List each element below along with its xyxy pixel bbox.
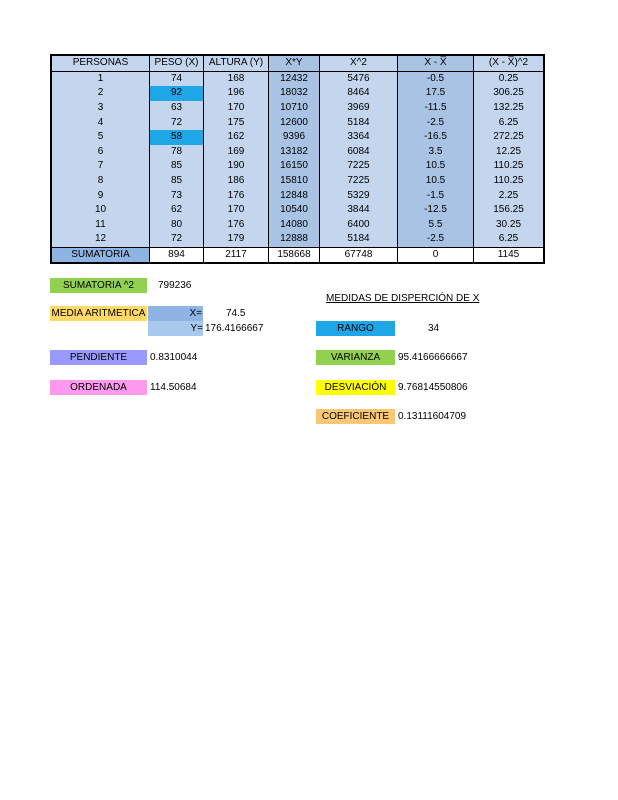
table-row bbox=[51, 86, 544, 101]
sumatoria-sq-label[interactable]: SUMATORIA ^2 bbox=[50, 278, 147, 293]
cell-x2[interactable]: 3969 bbox=[320, 101, 398, 116]
cell-x-minus-mean[interactable]: -12.5 bbox=[398, 203, 474, 218]
cell-x-minus-mean-sq[interactable]: 110.25 bbox=[474, 174, 545, 189]
cell-personas[interactable]: 5 bbox=[51, 130, 150, 145]
cell-peso[interactable]: 72 bbox=[150, 232, 204, 247]
cell-personas[interactable]: 6 bbox=[51, 145, 150, 160]
cell-peso[interactable]: 62 bbox=[150, 203, 204, 218]
col-header-x2[interactable]: X^2 bbox=[320, 55, 398, 71]
sum-x-minus-mean-sq[interactable]: 1145 bbox=[474, 247, 545, 263]
cell-x2[interactable]: 5184 bbox=[320, 232, 398, 247]
cell-x-minus-mean[interactable]: 17.5 bbox=[398, 86, 474, 101]
cell-x-minus-mean[interactable]: -16.5 bbox=[398, 130, 474, 145]
cell-altura[interactable]: 176 bbox=[204, 188, 269, 203]
pendiente-label[interactable]: PENDIENTE bbox=[50, 350, 147, 365]
cell-peso[interactable]: 85 bbox=[150, 159, 204, 174]
col-header-x-minus-mean-sq[interactable]: (X - X̅)^2 bbox=[474, 55, 545, 71]
cell-peso[interactable]: 73 bbox=[150, 188, 204, 203]
cell-x2[interactable]: 7225 bbox=[320, 174, 398, 189]
cell-x-minus-mean[interactable]: -2.5 bbox=[398, 232, 474, 247]
cell-altura[interactable]: 170 bbox=[204, 203, 269, 218]
cell-xy[interactable]: 12432 bbox=[269, 71, 320, 86]
table-row bbox=[51, 101, 544, 116]
sumatoria-sq-value[interactable]: 799236 bbox=[158, 280, 192, 291]
cell-personas[interactable]: 7 bbox=[51, 159, 150, 174]
table-row bbox=[51, 218, 544, 233]
cell-personas[interactable]: 4 bbox=[51, 115, 150, 130]
cell-x2[interactable]: 3364 bbox=[320, 130, 398, 145]
cell-xy[interactable]: 12600 bbox=[269, 115, 320, 130]
cell-personas[interactable]: 12 bbox=[51, 232, 150, 247]
col-header-xy[interactable]: X*Y bbox=[269, 55, 320, 71]
cell-personas[interactable]: 9 bbox=[51, 188, 150, 203]
cell-xy[interactable]: 10710 bbox=[269, 101, 320, 116]
cell-x2[interactable]: 5476 bbox=[320, 71, 398, 86]
cell-x-minus-mean[interactable]: -0.5 bbox=[398, 71, 474, 86]
cell-altura[interactable]: 176 bbox=[204, 218, 269, 233]
cell-x-minus-mean-sq[interactable]: 0.25 bbox=[474, 71, 545, 86]
cell-x-minus-mean-sq[interactable]: 272.25 bbox=[474, 130, 545, 145]
cell-x2[interactable]: 7225 bbox=[320, 159, 398, 174]
cell-peso[interactable]: 92 bbox=[150, 86, 204, 101]
cell-x-minus-mean-sq[interactable]: 30.25 bbox=[474, 218, 545, 233]
cell-personas[interactable]: 1 bbox=[51, 71, 150, 86]
cell-x-minus-mean[interactable]: 3.5 bbox=[398, 145, 474, 160]
rango-label[interactable]: RANGO bbox=[316, 321, 395, 336]
cell-xy[interactable]: 18032 bbox=[269, 86, 320, 101]
table-row bbox=[51, 203, 544, 218]
cell-peso[interactable]: 74 bbox=[150, 71, 204, 86]
sumatoria-row bbox=[51, 247, 544, 263]
cell-altura[interactable]: 190 bbox=[204, 159, 269, 174]
cell-x-minus-mean[interactable]: 10.5 bbox=[398, 174, 474, 189]
cell-x2[interactable]: 5329 bbox=[320, 188, 398, 203]
col-header-altura[interactable]: ALTURA (Y) bbox=[204, 55, 269, 71]
ordenada-label[interactable]: ORDENADA bbox=[50, 380, 147, 395]
media-x-value[interactable]: 74.5 bbox=[226, 308, 246, 319]
cell-peso[interactable]: 72 bbox=[150, 115, 204, 130]
table-row bbox=[51, 188, 544, 203]
cell-x-minus-mean-sq[interactable]: 306.25 bbox=[474, 86, 545, 101]
cell-altura[interactable]: 169 bbox=[204, 145, 269, 160]
cell-xy[interactable]: 10540 bbox=[269, 203, 320, 218]
cell-x2[interactable]: 5184 bbox=[320, 115, 398, 130]
pendiente-value[interactable]: 0.8310044 bbox=[150, 352, 198, 363]
cell-x-minus-mean-sq[interactable]: 6.25 bbox=[474, 115, 545, 130]
col-header-x-minus-mean[interactable]: X - X̅ bbox=[398, 55, 474, 71]
cell-xy[interactable]: 9396 bbox=[269, 130, 320, 145]
cell-x-minus-mean-sq[interactable]: 156.25 bbox=[474, 203, 545, 218]
cell-peso[interactable]: 85 bbox=[150, 174, 204, 189]
cell-personas[interactable]: 2 bbox=[51, 86, 150, 101]
media-y-label[interactable]: Y= bbox=[148, 321, 203, 336]
cell-altura[interactable]: 186 bbox=[204, 174, 269, 189]
table-row bbox=[51, 232, 544, 247]
sum-peso[interactable]: 894 bbox=[150, 247, 204, 263]
cell-x-minus-mean-sq[interactable]: 110.25 bbox=[474, 159, 545, 174]
sumatoria-label[interactable]: SUMATORIA bbox=[51, 247, 150, 263]
cell-altura[interactable]: 162 bbox=[204, 130, 269, 145]
dispersion-title[interactable]: MEDIDAS DE DISPERCIÓN DE X bbox=[326, 293, 480, 304]
table-row bbox=[51, 174, 544, 189]
cell-xy[interactable]: 12888 bbox=[269, 232, 320, 247]
cell-x2[interactable]: 6084 bbox=[320, 145, 398, 160]
cell-xy[interactable]: 12848 bbox=[269, 188, 320, 203]
cell-xy[interactable]: 14080 bbox=[269, 218, 320, 233]
table-row bbox=[51, 115, 544, 130]
cell-x-minus-mean[interactable]: -1.5 bbox=[398, 188, 474, 203]
cell-altura[interactable]: 175 bbox=[204, 115, 269, 130]
cell-altura[interactable]: 168 bbox=[204, 71, 269, 86]
table-row bbox=[51, 130, 544, 145]
cell-altura[interactable]: 170 bbox=[204, 101, 269, 116]
cell-altura[interactable]: 179 bbox=[204, 232, 269, 247]
cell-x2[interactable]: 6400 bbox=[320, 218, 398, 233]
cell-personas[interactable]: 3 bbox=[51, 101, 150, 116]
cell-x2[interactable]: 3844 bbox=[320, 203, 398, 218]
sum-xy[interactable]: 158668 bbox=[269, 247, 320, 263]
cell-personas[interactable]: 10 bbox=[51, 203, 150, 218]
cell-x-minus-mean-sq[interactable]: 6.25 bbox=[474, 232, 545, 247]
media-aritmetica-label[interactable]: MEDIA ARITMETICA bbox=[51, 308, 146, 319]
rango-value[interactable]: 34 bbox=[428, 323, 440, 334]
table-row bbox=[51, 71, 544, 86]
cell-x-minus-mean-sq[interactable]: 12.25 bbox=[474, 145, 545, 160]
cell-xy[interactable]: 13182 bbox=[269, 145, 320, 160]
desviacion-label[interactable]: DESVIACIÓN bbox=[316, 380, 395, 395]
cell-personas[interactable]: 11 bbox=[51, 218, 150, 233]
header-row bbox=[51, 55, 544, 71]
sum-altura[interactable]: 2117 bbox=[204, 247, 269, 263]
media-x-label[interactable]: X= bbox=[148, 306, 203, 321]
cell-x-minus-mean-sq[interactable]: 132.25 bbox=[474, 101, 545, 116]
cell-xy[interactable]: 15810 bbox=[269, 174, 320, 189]
cell-x-minus-mean-sq[interactable]: 2.25 bbox=[474, 188, 545, 203]
varianza-value[interactable]: 95.4166666667 bbox=[398, 352, 468, 363]
cell-xy[interactable]: 16150 bbox=[269, 159, 320, 174]
cell-x-minus-mean[interactable]: -11.5 bbox=[398, 101, 474, 116]
table-row bbox=[51, 159, 544, 174]
media-y-value[interactable]: 176.4166667 bbox=[205, 323, 264, 334]
cell-personas[interactable]: 8 bbox=[51, 174, 150, 189]
cell-x2[interactable]: 8464 bbox=[320, 86, 398, 101]
col-header-peso[interactable]: PESO (X) bbox=[150, 55, 204, 71]
table-row bbox=[51, 145, 544, 160]
sum-x2[interactable]: 67748 bbox=[320, 247, 398, 263]
cell-x-minus-mean[interactable]: -2.5 bbox=[398, 115, 474, 130]
cell-x-minus-mean[interactable]: 10.5 bbox=[398, 159, 474, 174]
cell-peso[interactable]: 78 bbox=[150, 145, 204, 160]
coeficiente-label[interactable]: COEFICIENTE bbox=[316, 409, 395, 424]
cell-altura[interactable]: 196 bbox=[204, 86, 269, 101]
cell-x-minus-mean[interactable]: 5.5 bbox=[398, 218, 474, 233]
cell-peso[interactable]: 80 bbox=[150, 218, 204, 233]
sum-x-minus-mean[interactable]: 0 bbox=[398, 247, 474, 263]
col-header-personas[interactable]: PERSONAS bbox=[51, 55, 150, 71]
ordenada-value[interactable]: 114.50684 bbox=[150, 382, 197, 393]
data-table bbox=[50, 54, 545, 264]
cell-peso[interactable]: 58 bbox=[150, 130, 204, 145]
desviacion-value[interactable]: 9.76814550806 bbox=[398, 382, 468, 393]
varianza-label[interactable]: VARIANZA bbox=[316, 350, 395, 365]
coeficiente-value[interactable]: 0.13111604709 bbox=[398, 411, 467, 422]
cell-peso[interactable]: 63 bbox=[150, 101, 204, 116]
